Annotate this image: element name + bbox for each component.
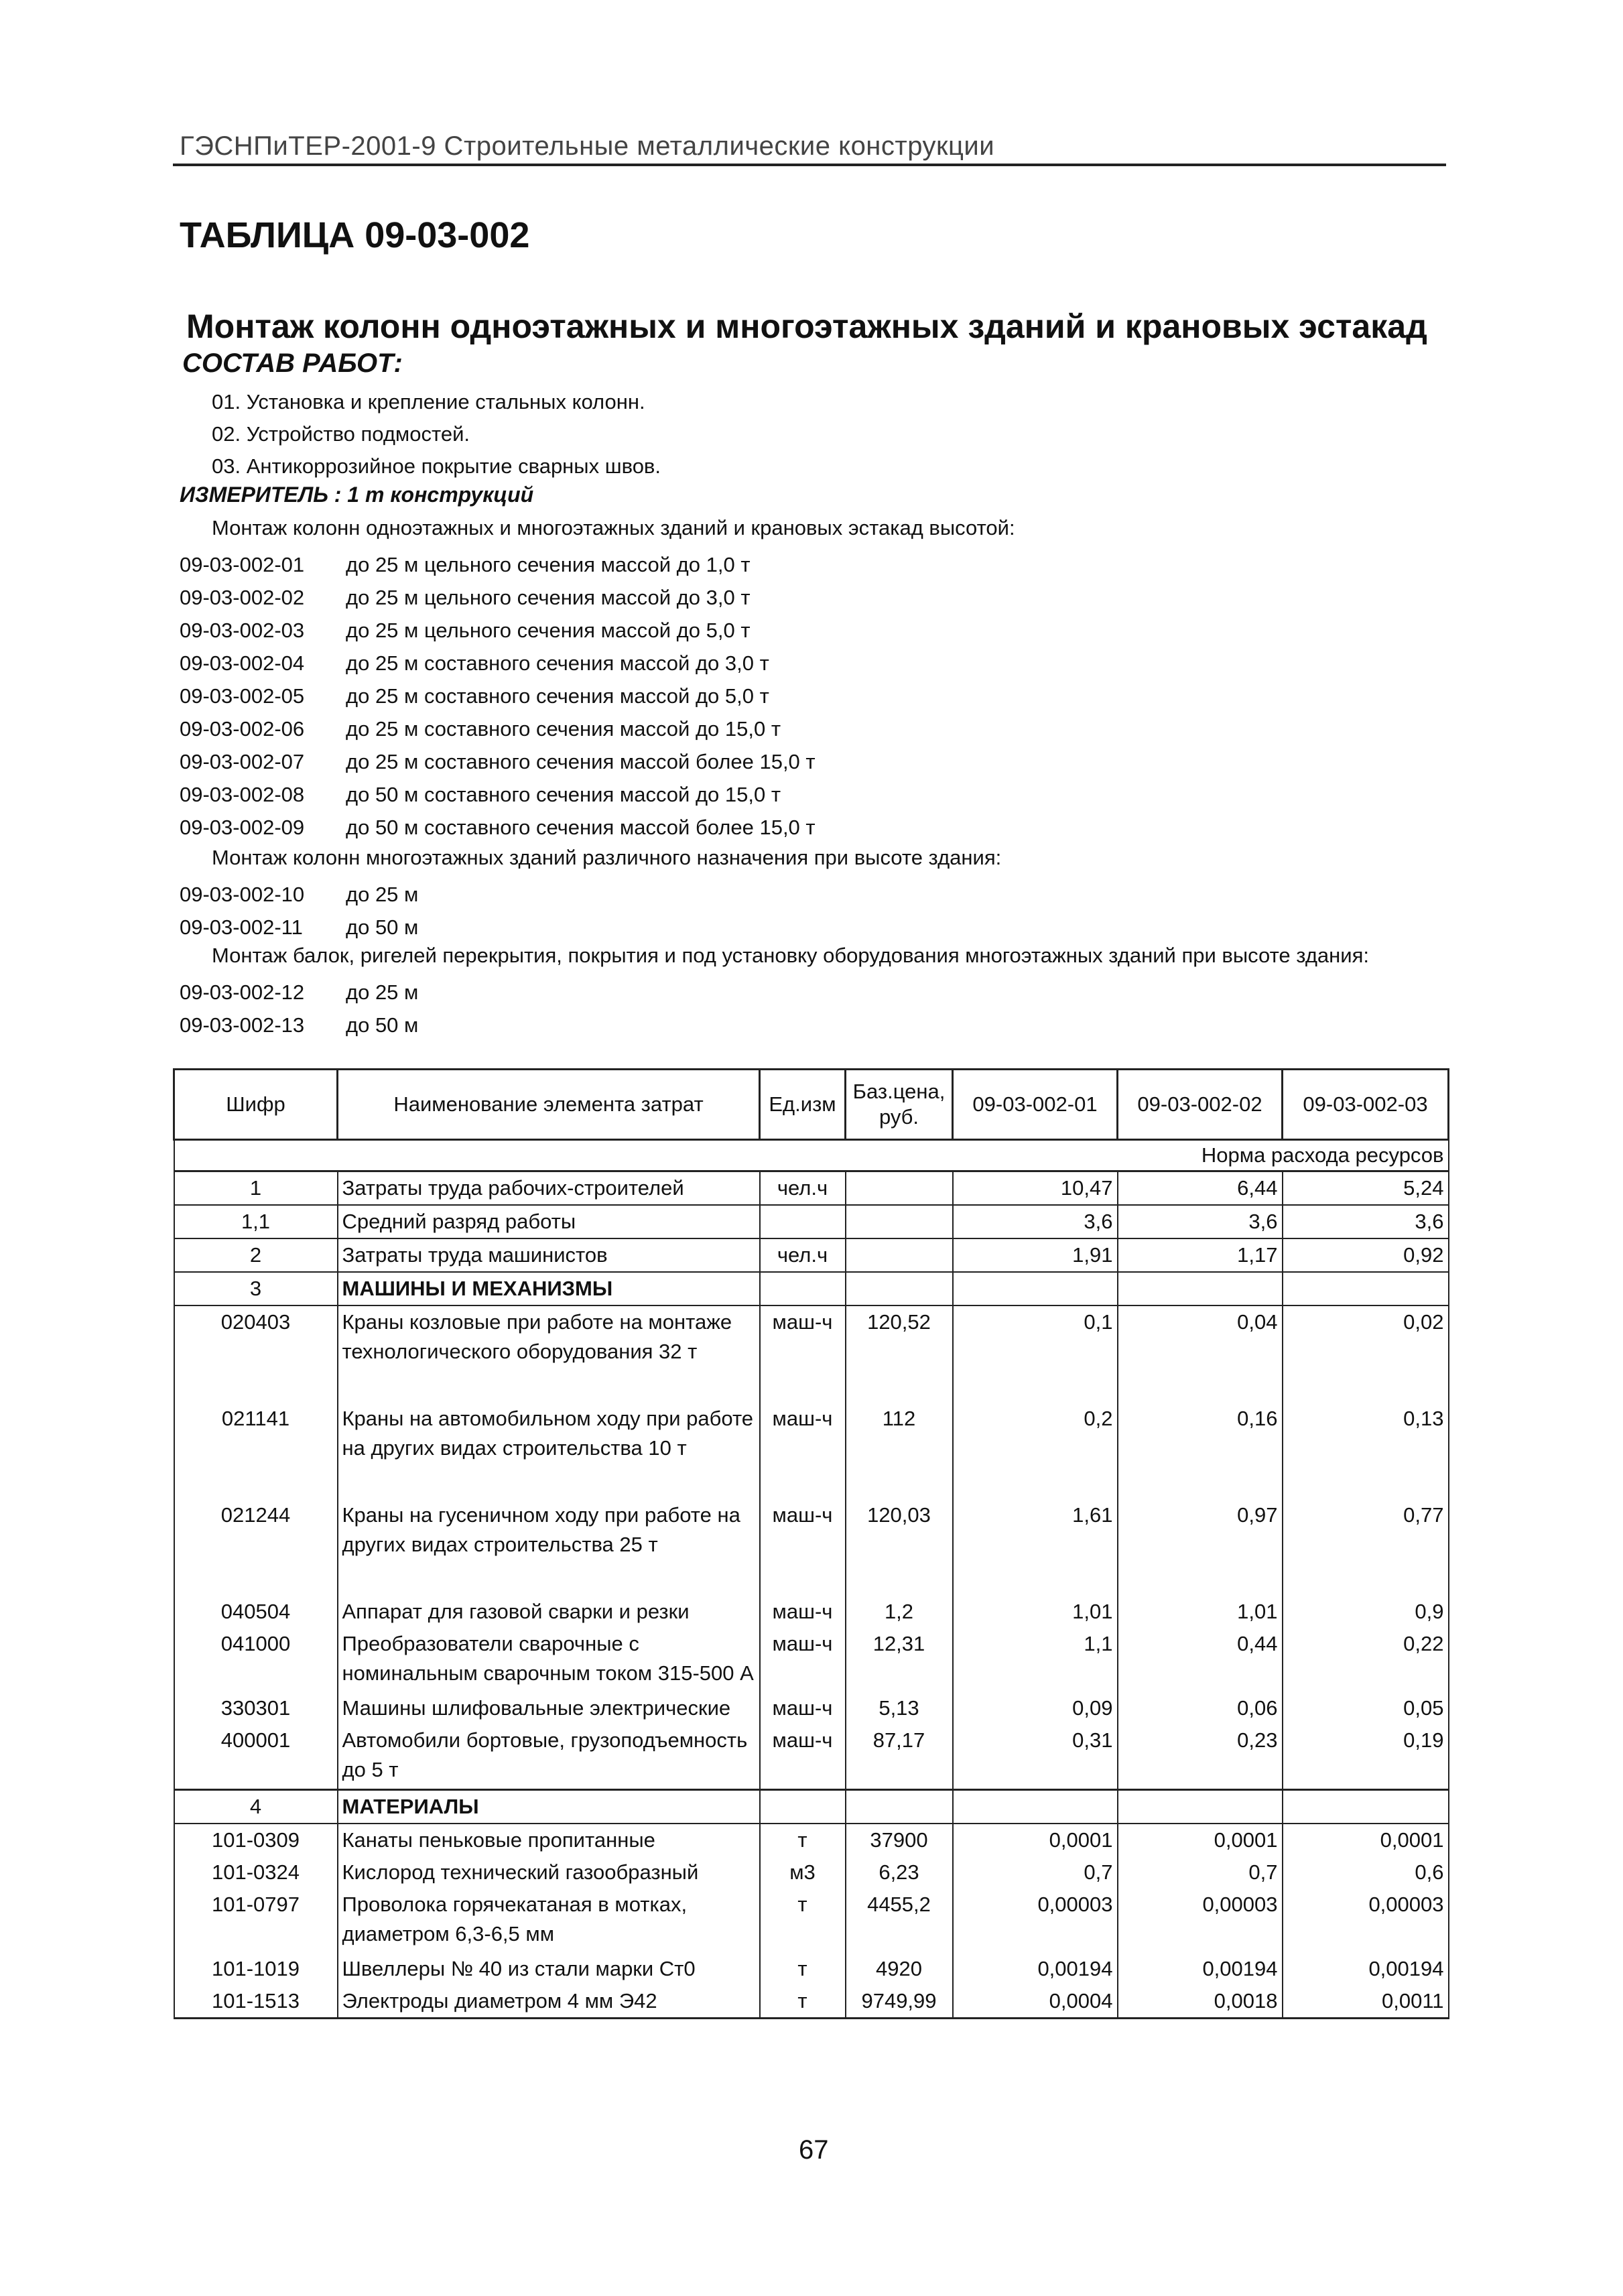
code-number: 09-03-002-13	[180, 1013, 305, 1037]
cell-name: Затраты труда рабочих-строителей	[338, 1171, 760, 1206]
code-item	[180, 548, 816, 581]
cell-code: 020403	[174, 1305, 338, 1403]
cell-code: 040504	[174, 1596, 338, 1628]
cell-unit: маш-ч	[760, 1403, 846, 1499]
table-row	[174, 1238, 1449, 1272]
cell-name: Автомобили бортовые, грузоподъемность до 5 т	[338, 1724, 760, 1790]
cell-value-3: 3,6	[1283, 1205, 1449, 1238]
code-item	[180, 878, 418, 911]
composition-title: СОСТАВ РАБОТ:	[182, 348, 403, 378]
cell-unit: т	[760, 1953, 846, 1985]
cell-value-3	[1283, 1790, 1449, 1824]
cell-value-3	[1283, 1272, 1449, 1305]
cell-value-2: 0,16	[1118, 1403, 1283, 1499]
code-description: до 25 м цельного сечения массой до 3,0 т	[346, 586, 751, 609]
cell-unit: маш-ч	[760, 1499, 846, 1596]
cell-code: 101-1513	[174, 1985, 338, 2019]
table-row	[174, 1824, 1449, 1856]
cell-value-1	[953, 1272, 1118, 1305]
cell-value-3: 0,05	[1283, 1692, 1449, 1724]
cell-price	[846, 1205, 953, 1238]
code-item	[180, 976, 418, 1009]
cell-price	[846, 1790, 953, 1824]
cell-price: 1,2	[846, 1596, 953, 1628]
cell-value-1: 0,09	[953, 1692, 1118, 1724]
code-description: до 25 м	[346, 980, 419, 1004]
cell-unit: маш-ч	[760, 1628, 846, 1692]
cell-name: Средний разряд работы	[338, 1205, 760, 1238]
cell-code: 330301	[174, 1692, 338, 1724]
code-description: до 25 м	[346, 883, 419, 906]
code-description: до 25 м составного сечения массой более 15,0 т	[346, 750, 816, 773]
table-row	[174, 1953, 1449, 1985]
cell-value-2: 0,06	[1118, 1692, 1283, 1724]
cell-value-2: 1,01	[1118, 1596, 1283, 1628]
code-item	[180, 778, 816, 811]
cell-code: 2	[174, 1238, 338, 1272]
work-item: 01. Установка и крепление стальных колонн.	[212, 390, 645, 413]
cell-code: 101-0324	[174, 1856, 338, 1889]
header-code: Шифр	[174, 1070, 338, 1140]
header-price: Баз.цена, руб.	[846, 1070, 953, 1140]
work-list	[212, 386, 661, 483]
cell-value-3: 0,19	[1283, 1724, 1449, 1790]
cell-value-2: 6,44	[1118, 1171, 1283, 1206]
table-row	[174, 1856, 1449, 1889]
cell-name: Проволока горячекатаная в мотках, диаметром 6,3-6,5 мм	[338, 1889, 760, 1953]
cell-value-1: 3,6	[953, 1205, 1118, 1238]
code-number: 09-03-002-07	[180, 750, 305, 773]
cell-value-3: 0,92	[1283, 1238, 1449, 1272]
table-row	[174, 1692, 1449, 1724]
code-item	[180, 712, 816, 745]
cell-unit	[760, 1272, 846, 1305]
cell-value-1: 1,01	[953, 1596, 1118, 1628]
cell-value-2: 0,00003	[1118, 1889, 1283, 1953]
table-row	[174, 1985, 1449, 2019]
cell-code: 101-0309	[174, 1824, 338, 1856]
table-row	[174, 1596, 1449, 1628]
cell-value-3: 0,00194	[1283, 1953, 1449, 1985]
cell-unit	[760, 1790, 846, 1824]
code-description: до 25 м цельного сечения массой до 5,0 т	[346, 619, 751, 642]
cell-price: 112	[846, 1403, 953, 1499]
cell-value-1: 1,1	[953, 1628, 1118, 1692]
cell-value-3: 0,6	[1283, 1856, 1449, 1889]
cell-unit: т	[760, 1824, 846, 1856]
cell-price: 120,52	[846, 1305, 953, 1403]
cell-value-2: 1,17	[1118, 1238, 1283, 1272]
cell-value-3: 0,02	[1283, 1305, 1449, 1403]
cell-value-1: 0,00194	[953, 1953, 1118, 1985]
code-number: 09-03-002-05	[180, 684, 305, 708]
cell-code: 021244	[174, 1499, 338, 1596]
cell-value-2: 0,7	[1118, 1856, 1283, 1889]
cell-value-2: 0,97	[1118, 1499, 1283, 1596]
cell-price	[846, 1171, 953, 1206]
cell-name: Канаты пеньковые пропитанные	[338, 1824, 760, 1856]
cell-unit: т	[760, 1889, 846, 1953]
cell-value-1: 0,0001	[953, 1824, 1118, 1856]
cell-name: Кислород технический газообразный	[338, 1856, 760, 1889]
cell-price: 4455,2	[846, 1889, 953, 1953]
cell-value-2: 0,0018	[1118, 1985, 1283, 2019]
table-row	[174, 1628, 1449, 1692]
table-row	[174, 1724, 1449, 1790]
cell-price: 9749,99	[846, 1985, 953, 2019]
code-number: 09-03-002-02	[180, 586, 305, 609]
cell-value-1	[953, 1790, 1118, 1824]
code-number: 09-03-002-12	[180, 980, 305, 1004]
cell-name: Краны на гусеничном ходу при работе на других видах строительства 25 т	[338, 1499, 760, 1596]
cell-unit: маш-ч	[760, 1305, 846, 1403]
work-item: 03. Антикоррозийное покрытие сварных швов.	[212, 454, 661, 478]
cell-code: 101-0797	[174, 1889, 338, 1953]
cell-unit: м3	[760, 1856, 846, 1889]
code-item	[180, 1009, 418, 1041]
cell-code: 021141	[174, 1403, 338, 1499]
cell-unit	[760, 1205, 846, 1238]
cell-unit: чел.ч	[760, 1238, 846, 1272]
code-number: 09-03-002-01	[180, 553, 305, 576]
cell-value-2: 3,6	[1118, 1205, 1283, 1238]
cell-value-2: 0,23	[1118, 1724, 1283, 1790]
header-col1: 09-03-002-01	[953, 1070, 1118, 1140]
cell-name: Краны на автомобильном ходу при работе на других видах строительства 10 т	[338, 1403, 760, 1499]
code-description: до 25 м составного сечения массой до 15,0 т	[346, 717, 781, 741]
code-description: до 50 м составного сечения массой более 15,0 т	[346, 816, 816, 839]
header-unit: Ед.изм	[760, 1070, 846, 1140]
table-title: ТАБЛИЦА 09-03-002	[180, 215, 530, 255]
cell-price: 120,03	[846, 1499, 953, 1596]
cell-value-1: 1,61	[953, 1499, 1118, 1596]
table-section-row	[174, 1790, 1449, 1824]
cell-name: Аппарат для газовой сварки и резки	[338, 1596, 760, 1628]
table-header-row	[174, 1070, 1449, 1140]
cell-price: 37900	[846, 1824, 953, 1856]
cell-code: 400001	[174, 1724, 338, 1790]
group2-intro: Монтаж колонн многоэтажных зданий различного назначения при высоте здания:	[212, 846, 1002, 869]
cell-value-3: 0,9	[1283, 1596, 1449, 1628]
code-number: 09-03-002-06	[180, 717, 305, 741]
work-item: 02. Устройство подмостей.	[212, 422, 470, 446]
cell-name: Электроды диаметром 4 мм Э42	[338, 1985, 760, 2019]
cell-value-1: 0,0004	[953, 1985, 1118, 2019]
cell-value-2: 0,0001	[1118, 1824, 1283, 1856]
cell-code: 1	[174, 1171, 338, 1206]
cell-code: 4	[174, 1790, 338, 1824]
code-description: до 50 м составного сечения массой до 15,0 т	[346, 783, 781, 806]
header-col3: 09-03-002-03	[1283, 1070, 1449, 1140]
cell-value-3: 0,13	[1283, 1403, 1449, 1499]
cell-value-2: 0,00194	[1118, 1953, 1283, 1985]
code-number: 09-03-002-03	[180, 619, 305, 642]
cell-name: Затраты труда машинистов	[338, 1238, 760, 1272]
table-row	[174, 1403, 1449, 1499]
group1-intro: Монтаж колонн одноэтажных и многоэтажных зданий и крановых эстакад высотой:	[212, 516, 1015, 539]
cell-value-1: 0,31	[953, 1724, 1118, 1790]
code-item	[180, 581, 816, 614]
table-row	[174, 1305, 1449, 1403]
group3-intro: Монтаж балок, ригелей перекрытия, покрытия и под установку оборудования многоэтажных зданий при высоте здания:	[212, 944, 1369, 967]
cell-price: 6,23	[846, 1856, 953, 1889]
code-number: 09-03-002-04	[180, 651, 305, 675]
group3-code-list	[180, 976, 418, 1041]
cell-code: 1,1	[174, 1205, 338, 1238]
code-number: 09-03-002-11	[180, 915, 303, 939]
cell-price	[846, 1238, 953, 1272]
group1-code-list	[180, 548, 816, 844]
cell-price: 87,17	[846, 1724, 953, 1790]
main-title: Монтаж колонн одноэтажных и многоэтажных зданий и крановых эстакад	[186, 308, 1427, 345]
cell-code: 041000	[174, 1628, 338, 1692]
code-number: 09-03-002-10	[180, 883, 305, 906]
code-description: до 25 м цельного сечения массой до 1,0 т	[346, 553, 751, 576]
running-header: ГЭСНПиТЕР-2001-9 Строительные металлические конструкции	[180, 131, 995, 161]
header-name: Наименование элемента затрат	[338, 1070, 760, 1140]
cell-value-3: 0,0001	[1283, 1824, 1449, 1856]
cell-name: Швеллеры № 40 из стали марки Ст0	[338, 1953, 760, 1985]
cell-value-1: 0,2	[953, 1403, 1118, 1499]
page-number: 67	[799, 2135, 829, 2165]
cell-unit: маш-ч	[760, 1596, 846, 1628]
code-item	[180, 680, 816, 712]
cell-value-3: 0,00003	[1283, 1889, 1449, 1953]
cell-price: 4920	[846, 1953, 953, 1985]
cell-value-3: 5,24	[1283, 1171, 1449, 1206]
cell-value-1: 1,91	[953, 1238, 1118, 1272]
resource-table	[173, 1068, 1449, 2019]
cell-price	[846, 1272, 953, 1305]
cell-unit: чел.ч	[760, 1171, 846, 1206]
code-number: 09-03-002-08	[180, 783, 305, 806]
table-row	[174, 1205, 1449, 1238]
cell-unit: т	[760, 1985, 846, 2019]
cell-value-1: 0,7	[953, 1856, 1118, 1889]
code-item	[180, 745, 816, 778]
norm-caption-row	[174, 1140, 1449, 1171]
header-col2: 09-03-002-02	[1118, 1070, 1283, 1140]
cell-name: Краны козловые при работе на монтаже технологического оборудования 32 т	[338, 1305, 760, 1403]
code-description: до 50 м	[346, 915, 419, 939]
code-description: до 25 м составного сечения массой до 3,0 т	[346, 651, 769, 675]
section-title-machines: МАШИНЫ И МЕХАНИЗМЫ	[338, 1272, 760, 1305]
cell-value-3: 0,0011	[1283, 1985, 1449, 2019]
code-description: до 50 м	[346, 1013, 419, 1037]
cell-value-2: 0,44	[1118, 1628, 1283, 1692]
cell-price: 12,31	[846, 1628, 953, 1692]
header-rule	[173, 164, 1446, 166]
code-item	[180, 614, 816, 647]
cell-name: Машины шлифовальные электрические	[338, 1692, 760, 1724]
cell-name: Преобразователи сварочные с номинальным сварочным током 315-500 А	[338, 1628, 760, 1692]
measure-line: ИЗМЕРИТЕЛЬ : 1 т конструкций	[180, 483, 534, 507]
code-item	[180, 911, 418, 944]
code-description: до 25 м составного сечения массой до 5,0 т	[346, 684, 769, 708]
cell-value-3: 0,22	[1283, 1628, 1449, 1692]
cell-price: 5,13	[846, 1692, 953, 1724]
cell-value-3: 0,77	[1283, 1499, 1449, 1596]
cell-value-2	[1118, 1790, 1283, 1824]
norm-caption: Норма расхода ресурсов	[174, 1140, 1449, 1171]
cell-code: 3	[174, 1272, 338, 1305]
cell-unit: маш-ч	[760, 1724, 846, 1790]
cell-value-2	[1118, 1272, 1283, 1305]
code-item	[180, 647, 816, 680]
table-section-row	[174, 1272, 1449, 1305]
cell-unit: маш-ч	[760, 1692, 846, 1724]
group2-code-list	[180, 878, 418, 944]
cell-value-2: 0,04	[1118, 1305, 1283, 1403]
code-item	[180, 811, 816, 844]
section-title-materials: МАТЕРИАЛЫ	[338, 1790, 760, 1824]
table-row	[174, 1499, 1449, 1596]
table-row	[174, 1889, 1449, 1953]
table-row	[174, 1171, 1449, 1206]
cell-value-1: 0,00003	[953, 1889, 1118, 1953]
cell-value-1: 10,47	[953, 1171, 1118, 1206]
code-number: 09-03-002-09	[180, 816, 305, 839]
cell-value-1: 0,1	[953, 1305, 1118, 1403]
cell-code: 101-1019	[174, 1953, 338, 1985]
